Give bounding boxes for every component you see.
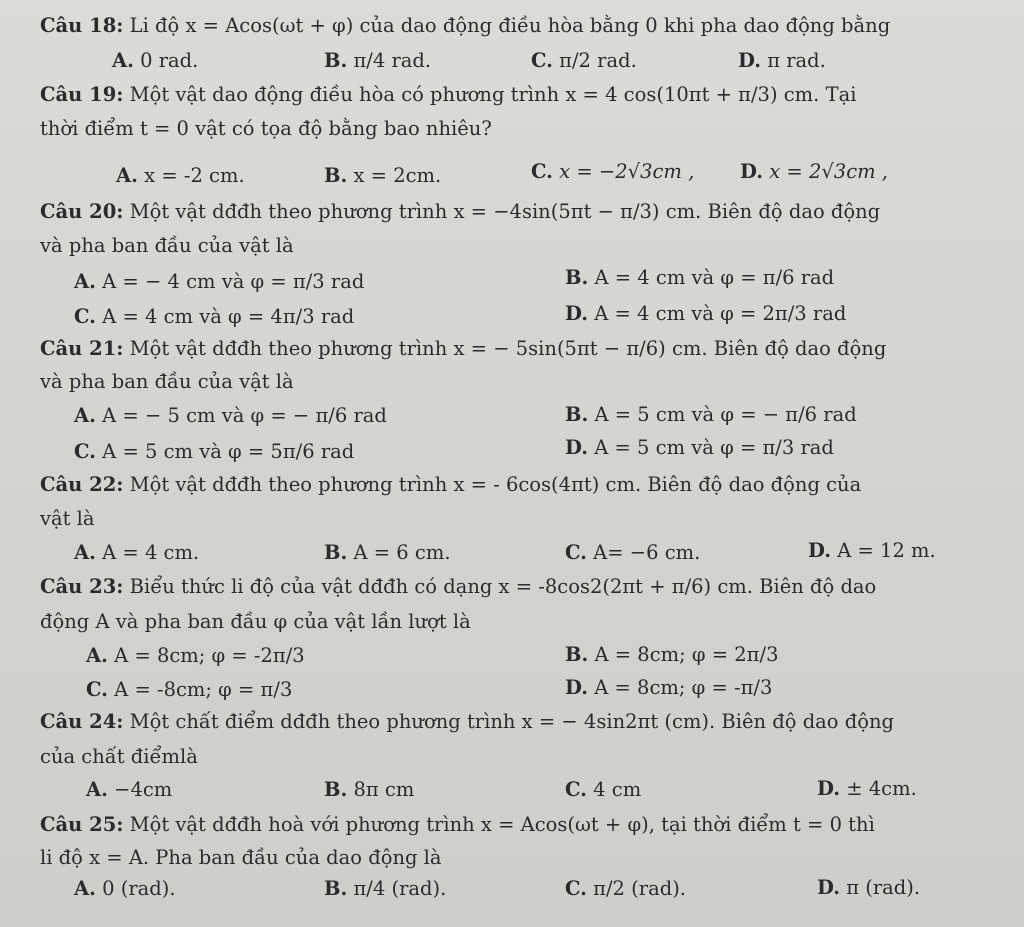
question-21-line-1 xyxy=(40,337,886,360)
question-19-number: Câu 19: xyxy=(40,83,124,106)
question-22-option-b: B. A = 6 cm. xyxy=(324,541,451,564)
question-19-text: Một vật dao động điều hòa có phương trình x = 4 cos(10πt + π/3) cm. Tại xyxy=(129,83,857,106)
question-22-number: Câu 22: xyxy=(40,473,124,496)
question-23-option-b: B. A = 8cm; φ = 2π/3 xyxy=(565,643,779,666)
question-25-option-d: D. π (rad). xyxy=(817,876,921,899)
question-18-option-a: A. 0 rad. xyxy=(112,49,199,72)
question-18-text: Li độ x = Acos(ωt + φ) của dao động điều hòa bằng 0 khi pha dao động bằng xyxy=(129,14,891,37)
question-24-option-a: A. −4cm xyxy=(86,778,173,801)
question-19-option-c: C. x = −2√3cm , xyxy=(531,160,695,183)
question-23-option-c: C. A = -8cm; φ = π/3 xyxy=(86,678,293,701)
question-23-line-1 xyxy=(40,575,876,598)
question-24-option-b: B. 8π cm xyxy=(324,778,415,801)
question-23-option-a: A. A = 8cm; φ = -2π/3 xyxy=(86,644,305,667)
question-21-number: Câu 21: xyxy=(40,337,124,360)
question-24-text: Một chất điểm dđđh theo phương trình x = − 4sin2πt (cm). Biên độ dao động xyxy=(129,710,895,733)
question-21-option-a: A. A = − 5 cm và φ = − π/6 rad xyxy=(74,404,387,427)
question-25-number: Câu 25: xyxy=(40,813,124,836)
question-20-option-c: C. A = 4 cm và φ = 4π/3 rad xyxy=(74,305,355,328)
question-21-option-d: D. A = 5 cm và φ = π/3 rad xyxy=(565,436,834,459)
question-21-text: Một vật dđđh theo phương trình x = − 5sin(5πt − π/6) cm. Biên độ dao động xyxy=(129,337,887,360)
question-23-line-2: động A và pha ban đầu φ của vật lần lượt là xyxy=(40,610,471,633)
question-19-option-b: B. x = 2cm. xyxy=(324,164,442,187)
question-20-number: Câu 20: xyxy=(40,200,124,223)
question-22-option-d: D. A = 12 m. xyxy=(808,539,936,562)
question-25-text: Một vật dđđh hoà với phương trình x = Acos(ωt + φ), tại thời điểm t = 0 thì xyxy=(129,813,875,836)
question-24-option-d: D. ± 4cm. xyxy=(817,777,917,800)
question-20-option-a: A. A = − 4 cm và φ = π/3 rad xyxy=(74,270,365,293)
question-24-option-c: C. 4 cm xyxy=(565,778,642,801)
question-18-number: Câu 18: xyxy=(40,14,124,37)
question-25-line-2: li độ x = A. Pha ban đầu của dao động là xyxy=(40,846,442,869)
question-20-line-1 xyxy=(40,200,880,223)
question-25-line-1 xyxy=(40,813,875,836)
question-18-option-b: B. π/4 rad. xyxy=(324,49,432,72)
question-22-option-c: C. A= −6 cm. xyxy=(565,541,701,564)
question-19-line-2: thời điểm t = 0 vật có tọa độ bằng bao nhiêu? xyxy=(40,117,492,140)
question-25-option-c: C. π/2 (rad). xyxy=(565,877,687,900)
question-19-option-a: A. x = -2 cm. xyxy=(116,164,245,187)
question-23-text: Biểu thức li độ của vật dđđh có dạng x = -8cos2(2πt + π/6) cm. Biên độ dao xyxy=(129,575,877,598)
question-21-option-b: B. A = 5 cm và φ = − π/6 rad xyxy=(565,403,857,426)
question-18-option-c: C. π/2 rad. xyxy=(531,49,637,72)
question-18-line-1 xyxy=(40,14,890,37)
question-21-option-c: C. A = 5 cm và φ = 5π/6 rad xyxy=(74,440,355,463)
question-21-line-2: và pha ban đầu của vật là xyxy=(40,370,294,393)
question-24-number: Câu 24: xyxy=(40,710,124,733)
question-20-option-b: B. A = 4 cm và φ = π/6 rad xyxy=(565,266,835,289)
question-19-option-d: D. x = 2√3cm , xyxy=(740,160,888,183)
question-25-option-a: A. 0 (rad). xyxy=(74,877,176,900)
question-22-option-a: A. A = 4 cm. xyxy=(74,541,200,564)
question-23-number: Câu 23: xyxy=(40,575,124,598)
question-22-text: Một vật dđđh theo phương trình x = - 6cos(4πt) cm. Biên độ dao động của xyxy=(129,473,862,496)
question-20-line-2: và pha ban đầu của vật là xyxy=(40,234,294,257)
question-23-option-d: D. A = 8cm; φ = -π/3 xyxy=(565,676,773,699)
question-20-text: Một vật dđđh theo phương trình x = −4sin(5πt − π/3) cm. Biên độ dao động xyxy=(129,200,881,223)
question-22-line-1 xyxy=(40,473,861,496)
question-25-option-b: B. π/4 (rad). xyxy=(324,877,447,900)
question-18-option-d: D. π rad. xyxy=(738,49,826,72)
question-22-line-2: vật là xyxy=(40,507,95,530)
question-24-line-1 xyxy=(40,710,894,733)
question-24-line-2: của chất điểmlà xyxy=(40,745,198,768)
question-20-option-d: D. A = 4 cm và φ = 2π/3 rad xyxy=(565,302,847,325)
question-19-line-1 xyxy=(40,83,856,106)
